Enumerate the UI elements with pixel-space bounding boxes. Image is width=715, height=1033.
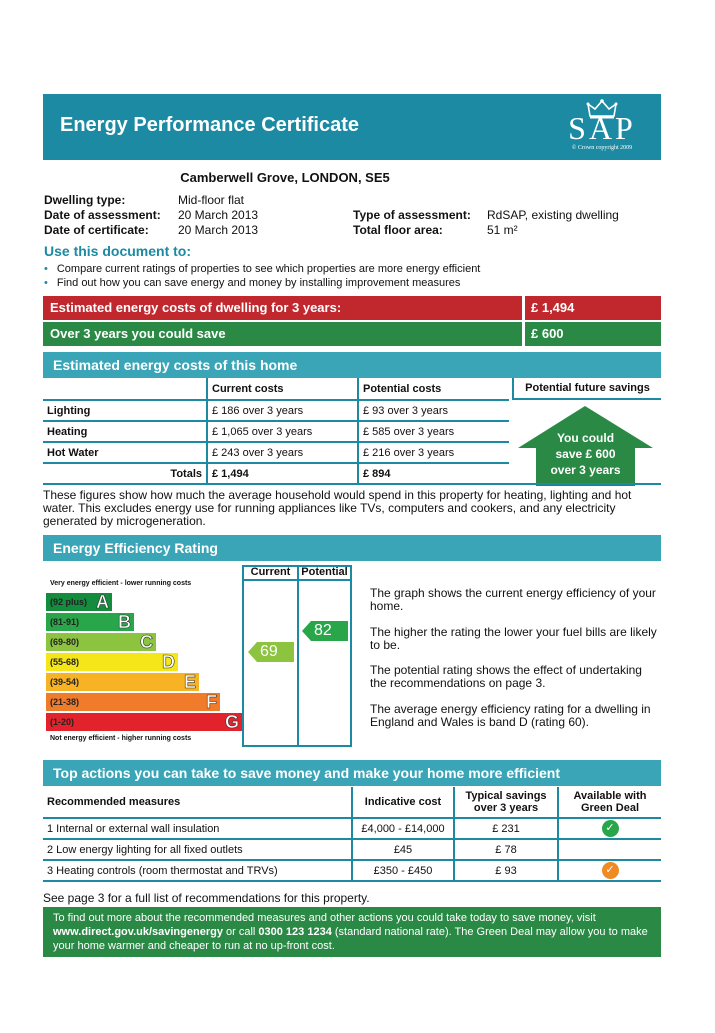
divider bbox=[242, 579, 352, 581]
divider bbox=[242, 745, 352, 747]
bullet-icon: • bbox=[44, 277, 48, 289]
typical-savings: £ 93 bbox=[454, 860, 558, 881]
certificate-date-label: Date of certificate: bbox=[44, 223, 149, 237]
band-letter: F bbox=[206, 692, 217, 712]
bullet-item: • Compare current ratings of properties to see which properties are more energy efficient bbox=[44, 263, 481, 275]
green-deal-cell bbox=[558, 839, 661, 860]
band-range: (1-20) bbox=[50, 717, 75, 727]
assessment-date-value: 20 March 2013 bbox=[178, 208, 259, 222]
footer-text: (standard national rate). The Green Deal may allow you to make your home warmer and cheaper to run at no up-front cost. bbox=[53, 926, 648, 952]
table-header-row bbox=[43, 378, 509, 400]
rating-band-g bbox=[46, 713, 242, 731]
rating-band-b bbox=[46, 613, 134, 631]
current-column-header: Current bbox=[250, 566, 291, 578]
estimated-cost-value: £ 1,494 bbox=[525, 296, 661, 320]
potential-cost: £ 93 over 3 years bbox=[358, 400, 509, 421]
band-range: (81-91) bbox=[50, 617, 80, 627]
property-address: Camberwell Grove, LONDON, SE5 bbox=[180, 170, 390, 185]
band-letter: C bbox=[140, 632, 153, 652]
sap-logo bbox=[557, 98, 647, 156]
totals-label: Totals bbox=[43, 463, 207, 484]
bullet-icon: • bbox=[44, 263, 48, 275]
rating-band-e bbox=[46, 673, 199, 691]
band-letter: G bbox=[224, 712, 239, 732]
footer-text: To find out more about the recommended measures and other actions you could take today to save money, visit bbox=[53, 912, 596, 924]
band-range: (69-80) bbox=[50, 637, 80, 647]
check-icon: ✓ bbox=[602, 862, 619, 879]
costs-table bbox=[43, 378, 509, 485]
actions-section-title: Top actions you can take to save money and make your home more efficient bbox=[43, 760, 661, 786]
rating-top-caption: Very energy efficient - lower running costs bbox=[50, 580, 192, 587]
footer-banner bbox=[43, 907, 661, 957]
dwelling-type-value: Mid-floor flat bbox=[178, 193, 245, 207]
indicative-cost: £350 - £450 bbox=[352, 860, 454, 881]
totals-row bbox=[43, 463, 509, 484]
totals-potential: £ 894 bbox=[358, 463, 509, 484]
floor-area-value: 51 m² bbox=[487, 223, 518, 237]
current-cost: £ 186 over 3 years bbox=[207, 400, 358, 421]
rating-paragraph: The graph shows the current energy efficiency of your home. bbox=[370, 586, 656, 613]
measure-label: 3 Heating controls (room thermostat and TRVs) bbox=[43, 860, 352, 881]
indicative-cost: £4,000 - £14,000 bbox=[352, 818, 454, 839]
certificate-date-value: 20 March 2013 bbox=[178, 223, 259, 237]
band-letter: D bbox=[162, 652, 175, 672]
row-label: Heating bbox=[43, 421, 207, 442]
rating-section-title: Energy Efficiency Rating bbox=[43, 535, 661, 561]
band-letter: E bbox=[183, 672, 196, 692]
green-deal-cell bbox=[558, 818, 661, 839]
table-row bbox=[43, 860, 661, 881]
rating-bottom-caption: Not energy efficient - higher running costs bbox=[50, 735, 192, 742]
footer-link[interactable]: www.direct.gov.uk/savingenergy bbox=[53, 926, 223, 938]
footer-phone: 0300 123 1234 bbox=[258, 926, 332, 938]
check-icon: ✓ bbox=[602, 820, 619, 837]
divider bbox=[297, 565, 299, 747]
potential-cost: £ 216 over 3 years bbox=[358, 442, 509, 463]
savings-band bbox=[43, 322, 661, 346]
current-rating: 69 bbox=[248, 642, 294, 662]
potential-column-header: Potential bbox=[301, 566, 348, 578]
floor-area-label: Total floor area: bbox=[353, 223, 443, 237]
divider bbox=[242, 565, 244, 747]
band-range: (39-54) bbox=[50, 677, 80, 687]
logo-copyright: © Crown copyright 2009 bbox=[571, 145, 633, 151]
band-range: (21-38) bbox=[50, 697, 80, 707]
table-row bbox=[43, 818, 661, 839]
costs-note: These figures show how much the average household would spend in this property for heating, lighting and hot water. This excludes energy use for running appliances like TVs, computers and cookers, and any electricity generated by microgeneration. bbox=[43, 488, 632, 528]
table-row bbox=[43, 400, 509, 421]
header-potential-costs: Potential costs bbox=[358, 378, 509, 400]
measure-label: 1 Internal or external wall insulation bbox=[43, 818, 352, 839]
table-row bbox=[43, 442, 509, 463]
band-letter: B bbox=[118, 612, 131, 632]
typical-savings: £ 231 bbox=[454, 818, 558, 839]
table-header-row bbox=[43, 787, 661, 818]
estimated-cost-band bbox=[43, 296, 661, 320]
current-cost: £ 243 over 3 years bbox=[207, 442, 358, 463]
rating-band-c bbox=[46, 633, 156, 651]
rating-band-d bbox=[46, 653, 178, 671]
dwelling-type-label: Dwelling type: bbox=[44, 193, 126, 207]
savings-arrow-text: You could save £ 600 over 3 years bbox=[550, 431, 621, 477]
table-row bbox=[43, 839, 661, 860]
potential-rating: 82 bbox=[302, 621, 348, 641]
page-note: See page 3 for a full list of recommendations for this property. bbox=[43, 891, 370, 905]
row-label: Hot Water bbox=[43, 442, 207, 463]
assessment-date-label: Date of assessment: bbox=[44, 208, 161, 222]
potential-cost: £ 585 over 3 years bbox=[358, 421, 509, 442]
estimated-cost-label: Estimated energy costs of dwelling for 3 years: bbox=[43, 296, 522, 320]
bullet-item: • Find out how you can save energy and money by installing improvement measures bbox=[44, 277, 461, 289]
savings-label: Over 3 years you could save bbox=[43, 322, 522, 346]
header-future-savings: Potential future savings bbox=[512, 378, 661, 400]
header-indicative-cost: Indicative cost bbox=[352, 787, 454, 818]
header-cell bbox=[43, 378, 207, 400]
totals-current: £ 1,494 bbox=[207, 463, 358, 484]
rating-band-f bbox=[46, 693, 220, 711]
row-label: Lighting bbox=[43, 400, 207, 421]
sap-logo-text: SAP bbox=[568, 110, 636, 146]
current-cost: £ 1,065 over 3 years bbox=[207, 421, 358, 442]
table-row bbox=[43, 421, 509, 442]
costs-section-title: Estimated energy costs of this home bbox=[43, 352, 661, 378]
rating-paragraph: The higher the rating the lower your fuel bills are likely to be. bbox=[370, 625, 657, 652]
band-range: (55-68) bbox=[50, 657, 80, 667]
page-title: Energy Performance Certificate bbox=[60, 114, 360, 136]
measure-label: 2 Low energy lighting for all fixed outlets bbox=[43, 839, 352, 860]
rating-paragraph: The average energy efficiency rating for a dwelling in England and Wales is band D (rating 60). bbox=[370, 702, 651, 729]
typical-savings: £ 78 bbox=[454, 839, 558, 860]
band-letter: A bbox=[96, 592, 109, 612]
header-typical-savings: Typical savings over 3 years bbox=[454, 787, 558, 818]
divider bbox=[43, 483, 661, 485]
rating-paragraph: The potential rating shows the effect of undertaking the recommendations on page 3. bbox=[370, 663, 642, 690]
use-document-title: Use this document to: bbox=[44, 243, 192, 259]
assessment-type-value: RdSAP, existing dwelling bbox=[487, 208, 619, 222]
header-green-deal: Available with Green Deal bbox=[558, 787, 661, 818]
assessment-type-label: Type of assessment: bbox=[353, 208, 471, 222]
savings-value: £ 600 bbox=[525, 322, 661, 346]
header-banner bbox=[43, 94, 661, 160]
header-current-costs: Current costs bbox=[207, 378, 358, 400]
actions-table bbox=[43, 787, 661, 882]
rating-band-a bbox=[46, 593, 112, 611]
header-measures: Recommended measures bbox=[43, 787, 352, 818]
indicative-cost: £45 bbox=[352, 839, 454, 860]
divider bbox=[350, 565, 352, 747]
band-range: (92 plus) bbox=[50, 597, 88, 607]
footer-text: or call bbox=[222, 926, 259, 938]
green-deal-cell bbox=[558, 860, 661, 881]
